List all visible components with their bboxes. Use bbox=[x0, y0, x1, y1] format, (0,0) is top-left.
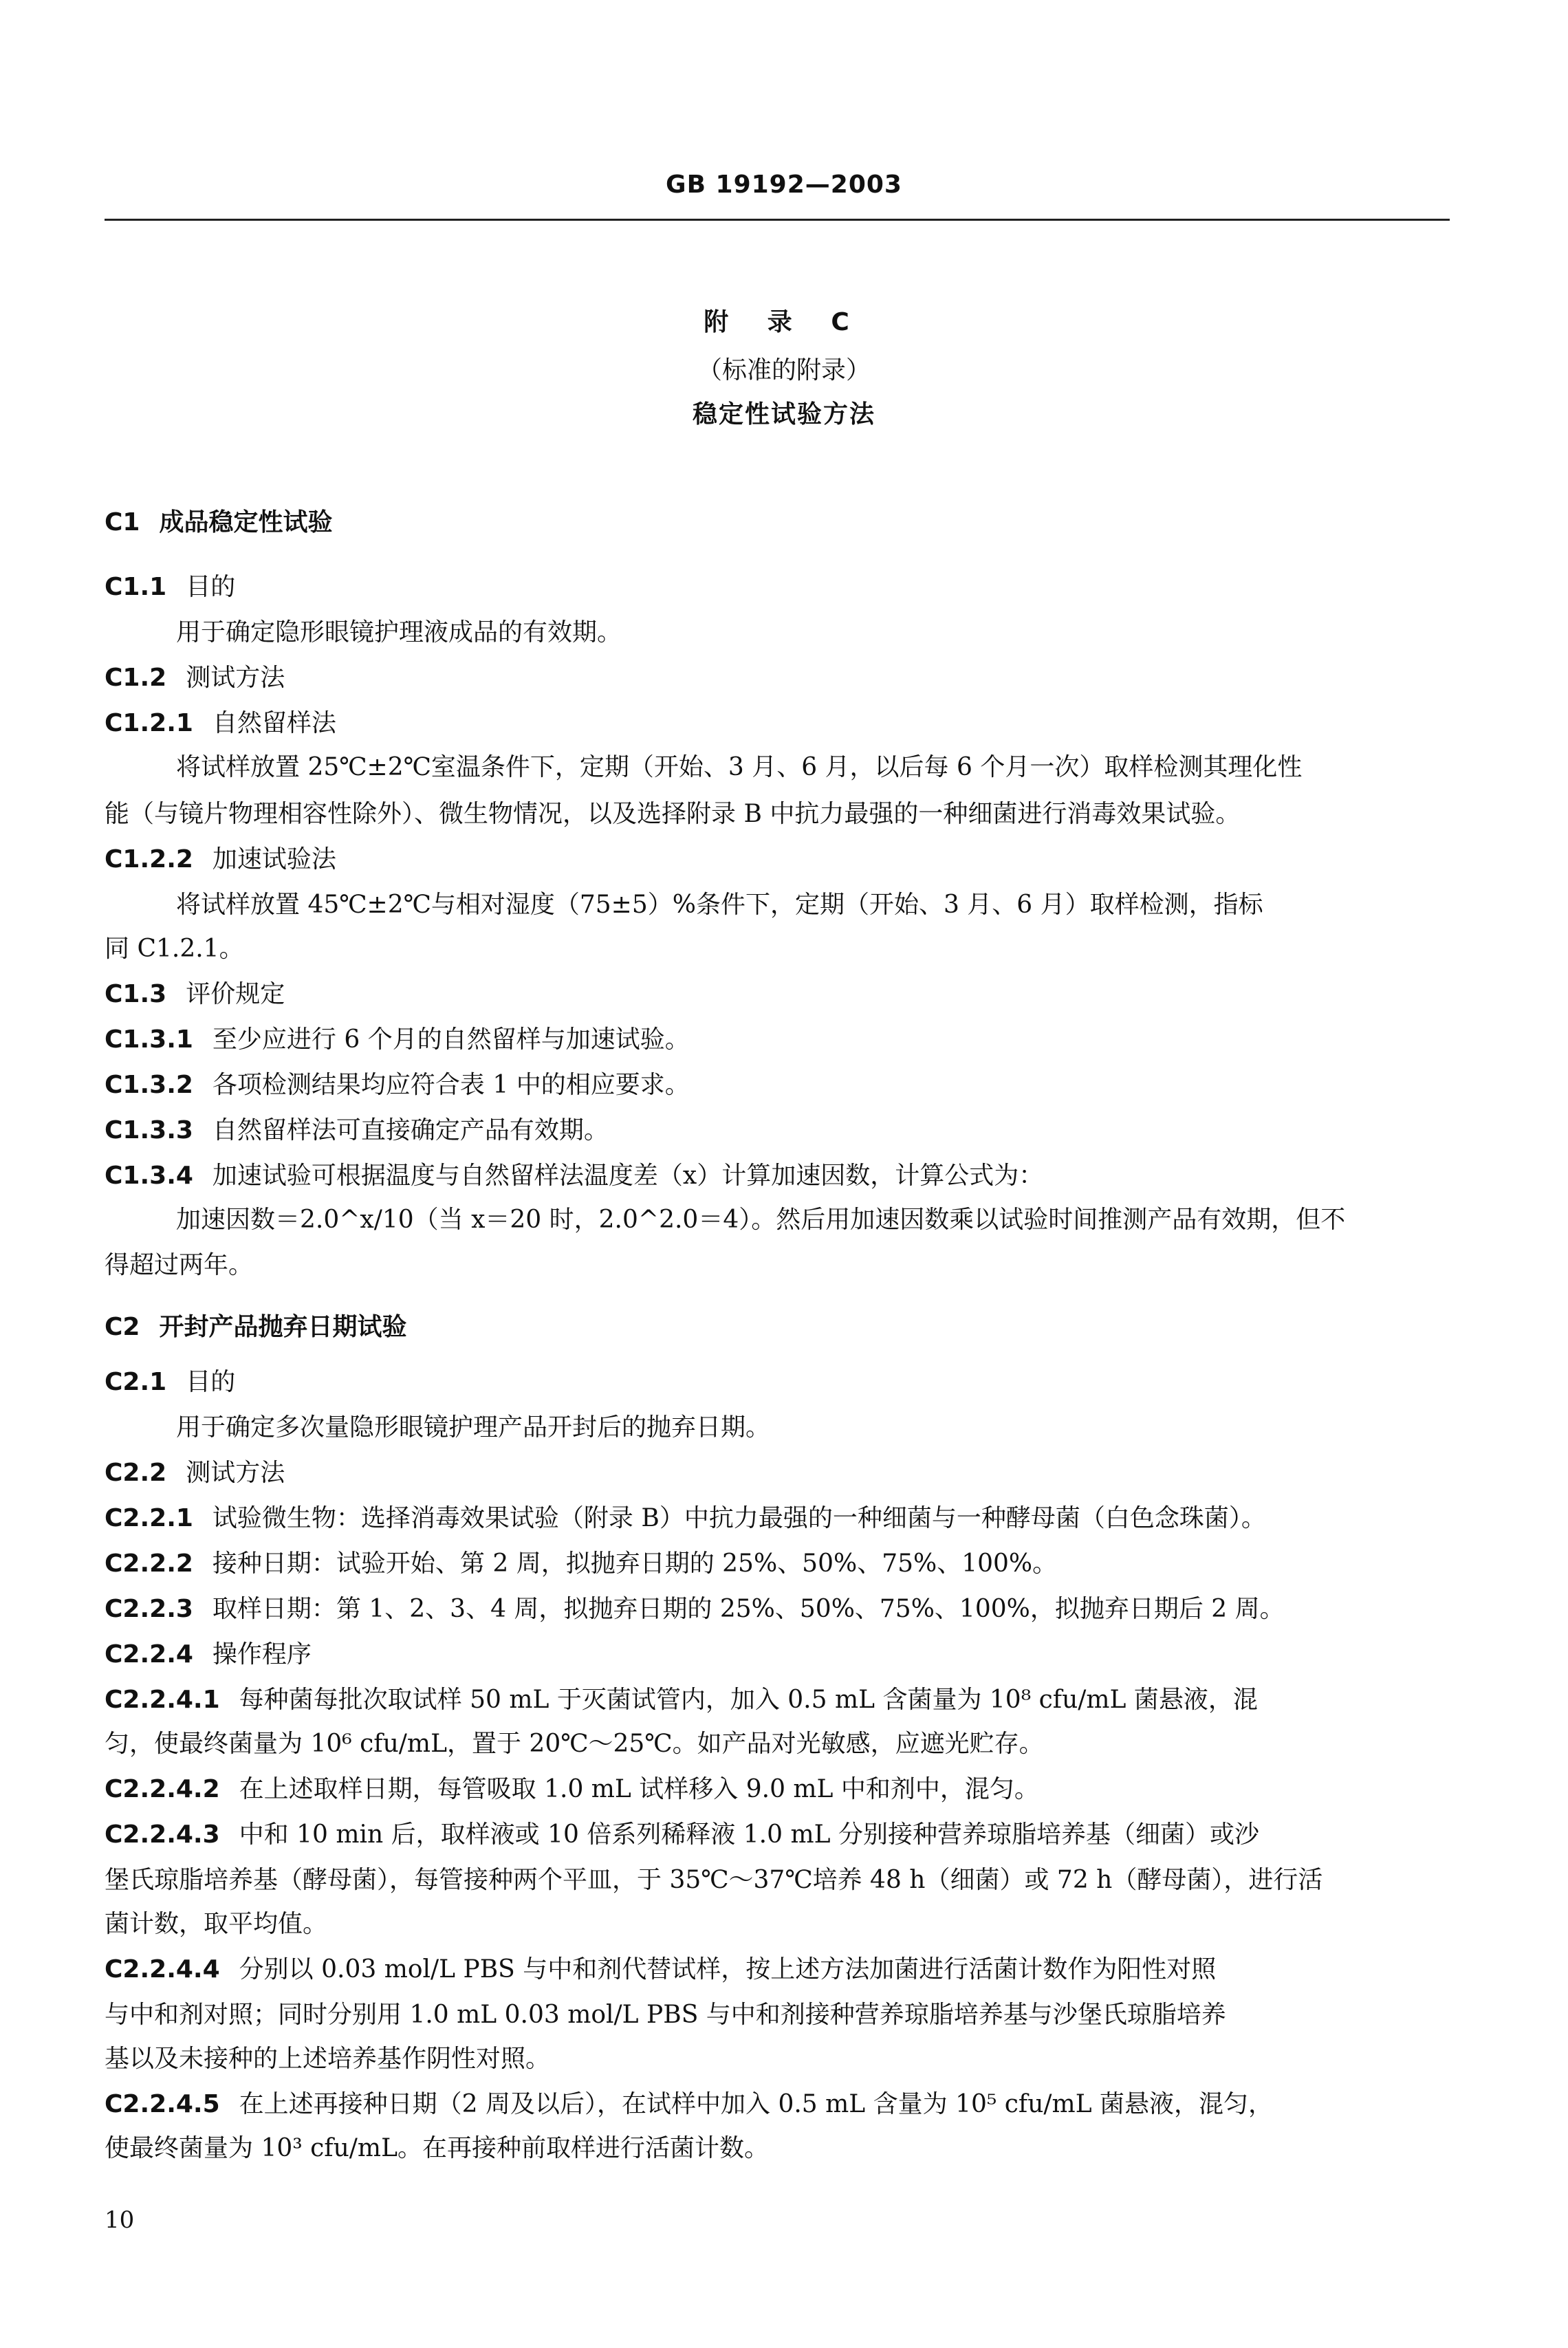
clause-text: 加速试验可根据温度与自然留样法温度差（x）计算加速因数，计算公式为： bbox=[212, 1162, 1044, 1190]
clause-text: 菌计数，取平均值。 bbox=[105, 1910, 328, 1938]
clause-number: C1.3.4 bbox=[105, 1162, 193, 1190]
clause-text: 在上述再接种日期（2 周及以后），在试样中加入 0.5 mL 含量为 10⁵ cfu/mL 菌悬液，混匀， bbox=[239, 2090, 1274, 2118]
text-line bbox=[176, 1205, 1450, 1235]
clause-text: 开封产品抛弃日期试验 bbox=[159, 1313, 407, 1341]
clause-number: C1 bbox=[105, 508, 140, 536]
text-line bbox=[105, 1070, 1450, 1100]
text-line bbox=[105, 572, 1450, 602]
clause-text: 与中和剂对照；同时分别用 1.0 mL 0.03 mol/L PBS 与中和剂接种营养琼脂培养基与沙堡氏琼脂培养 bbox=[105, 2001, 1226, 2029]
clause-number: C2.2.3 bbox=[105, 1595, 193, 1623]
clause-number: C1.1 bbox=[105, 573, 167, 601]
appendix-subtitle: （标准的附录） bbox=[697, 356, 871, 384]
clause-number: C1.3.2 bbox=[105, 1071, 193, 1099]
text-line bbox=[105, 663, 1450, 693]
text-line bbox=[105, 1367, 1450, 1398]
clause-text: 在上述取样日期，每管吸取 1.0 mL 试样移入 9.0 mL 中和剂中，混匀。 bbox=[239, 1775, 1039, 1803]
header-rule bbox=[105, 219, 1450, 221]
clause-number: C2.1 bbox=[105, 1368, 167, 1396]
clause-text: 用于确定多次量隐形眼镜护理产品开封后的抛弃日期。 bbox=[176, 1413, 771, 1442]
clause-text: 各项检测结果均应符合表 1 中的相应要求。 bbox=[212, 1071, 690, 1099]
clause-text: 评价规定 bbox=[186, 980, 285, 1008]
appendix-title: 附 录 C bbox=[704, 308, 864, 336]
text-line bbox=[105, 799, 1450, 829]
clause-number: C2.2.4.5 bbox=[105, 2090, 220, 2118]
text-line bbox=[176, 618, 1450, 648]
clause-text: 每种菌每批次取试样 50 mL 于灭菌试管内，加入 0.5 mL 含菌量为 10⁸ cfu/mL 菌悬液，混 bbox=[239, 1686, 1258, 1714]
text-line bbox=[105, 1458, 1450, 1488]
text-line bbox=[176, 752, 1450, 783]
text-line bbox=[105, 1250, 1450, 1281]
clause-text: 自然留样法可直接确定产品有效期。 bbox=[212, 1116, 609, 1144]
clause-text: 分别以 0.03 mol/L PBS 与中和剂代替试样，按上述方法加菌进行活菌计数作为阳性对照 bbox=[239, 1955, 1217, 1983]
clause-text: 成品稳定性试验 bbox=[159, 508, 333, 536]
clause-text: 试验微生物：选择消毒效果试验（附录 B）中抗力最强的一种细菌与一种酵母菌（白色念珠菌）。 bbox=[212, 1504, 1266, 1532]
clause-text: 测试方法 bbox=[186, 1459, 285, 1487]
text-line bbox=[105, 1865, 1450, 1895]
text-line bbox=[105, 1729, 1450, 1759]
document-header: GB 19192—2003 bbox=[666, 171, 902, 199]
text-line bbox=[105, 2000, 1450, 2030]
clause-text: 能（与镜片物理相容性除外）、微生物情况，以及选择附录 B 中抗力最强的一种细菌进行消毒效果试验。 bbox=[105, 800, 1241, 828]
clause-number: C2 bbox=[105, 1313, 140, 1341]
clause-text: 操作程序 bbox=[212, 1640, 312, 1668]
text-line bbox=[105, 1685, 1450, 1715]
section-heading bbox=[105, 508, 1450, 538]
clause-text: 目的 bbox=[186, 1368, 236, 1396]
text-line bbox=[105, 1774, 1450, 1805]
clause-text: 接种日期：试验开始、第 2 周，拟抛弃日期的 25%、50%、75%、100%。 bbox=[212, 1550, 1058, 1578]
text-line bbox=[105, 708, 1450, 739]
clause-number: C2.2.4 bbox=[105, 1640, 193, 1668]
clause-number: C1.3.1 bbox=[105, 1025, 193, 1054]
text-line bbox=[105, 1025, 1450, 1055]
text-line bbox=[105, 2133, 1450, 2164]
text-line bbox=[105, 1549, 1450, 1579]
clause-number: C1.2 bbox=[105, 664, 167, 692]
text-line bbox=[105, 2089, 1450, 2120]
clause-number: C2.2.4.4 bbox=[105, 1955, 220, 1983]
text-line bbox=[105, 2044, 1450, 2074]
clause-text: 基以及未接种的上述培养基作阴性对照。 bbox=[105, 2045, 551, 2073]
clause-number: C2.2.1 bbox=[105, 1504, 193, 1532]
clause-text: 自然留样法 bbox=[212, 709, 336, 737]
text-line bbox=[105, 1820, 1450, 1850]
clause-number: C2.2 bbox=[105, 1459, 167, 1487]
clause-text: 测试方法 bbox=[186, 664, 285, 692]
text-line bbox=[176, 1413, 1450, 1443]
clause-number: C1.2.2 bbox=[105, 845, 193, 873]
page-number: 10 bbox=[105, 2206, 135, 2234]
text-line bbox=[105, 979, 1450, 1010]
clause-number: C2.2.4.3 bbox=[105, 1820, 220, 1849]
text-line bbox=[176, 890, 1450, 920]
clause-text: 使最终菌量为 10³ cfu/mL。在再接种前取样进行活菌计数。 bbox=[105, 2134, 769, 2162]
clause-text: 用于确定隐形眼镜护理液成品的有效期。 bbox=[176, 618, 622, 646]
text-line bbox=[105, 1909, 1450, 1939]
text-line bbox=[105, 845, 1450, 875]
text-line bbox=[105, 1955, 1450, 1985]
text-line bbox=[105, 1503, 1450, 1534]
text-line bbox=[105, 934, 1450, 964]
clause-text: 加速因数＝2.0^x/10（当 x＝20 时，2.0^2.0＝4）。然后用加速因数乘以试验时间推测产品有效期，但不 bbox=[176, 1206, 1346, 1234]
text-line bbox=[105, 1640, 1450, 1670]
clause-text: 堡氏琼脂培养基（酵母菌），每管接种两个平皿，于 35℃～37℃培养 48 h（细菌）或 72 h（酵母菌），进行活 bbox=[105, 1866, 1323, 1894]
clause-text: 将试样放置 25℃±2℃室温条件下，定期（开始、3 月、6 月，以后每 6 个月一次）取样检测其理化性 bbox=[176, 753, 1303, 781]
clause-number: C2.2.4.2 bbox=[105, 1775, 220, 1803]
clause-text: 取样日期：第 1、2、3、4 周，拟抛弃日期的 25%、50%、75%、100%，拟抛弃日期后 2 周。 bbox=[212, 1595, 1285, 1623]
clause-text: 目的 bbox=[186, 573, 236, 601]
clause-number: C1.3 bbox=[105, 980, 167, 1008]
clause-number: C1.2.1 bbox=[105, 709, 193, 737]
text-line bbox=[105, 1161, 1450, 1191]
section-heading bbox=[105, 1312, 1450, 1343]
clause-text: 同 C1.2.1。 bbox=[105, 935, 244, 963]
clause-text: 将试样放置 45℃±2℃与相对湿度（75±5）%条件下，定期（开始、3 月、6 月）取样检测，指标 bbox=[176, 891, 1263, 919]
appendix-name: 稳定性试验方法 bbox=[692, 400, 875, 428]
clause-text: 匀，使最终菌量为 10⁶ cfu/mL，置于 20℃～25℃。如产品对光敏感，应遮光贮存。 bbox=[105, 1730, 1044, 1758]
clause-text: 至少应进行 6 个月的自然留样与加速试验。 bbox=[212, 1025, 690, 1054]
text-line bbox=[105, 1594, 1450, 1624]
clause-text: 中和 10 min 后，取样液或 10 倍系列稀释液 1.0 mL 分别接种营养琼脂培养基（细菌）或沙 bbox=[239, 1820, 1259, 1849]
clause-text: 加速试验法 bbox=[212, 845, 336, 873]
clause-text: 得超过两年。 bbox=[105, 1251, 254, 1279]
clause-number: C1.3.3 bbox=[105, 1116, 193, 1144]
text-line bbox=[105, 1116, 1450, 1146]
clause-number: C2.2.4.1 bbox=[105, 1686, 220, 1714]
clause-number: C2.2.2 bbox=[105, 1550, 193, 1578]
